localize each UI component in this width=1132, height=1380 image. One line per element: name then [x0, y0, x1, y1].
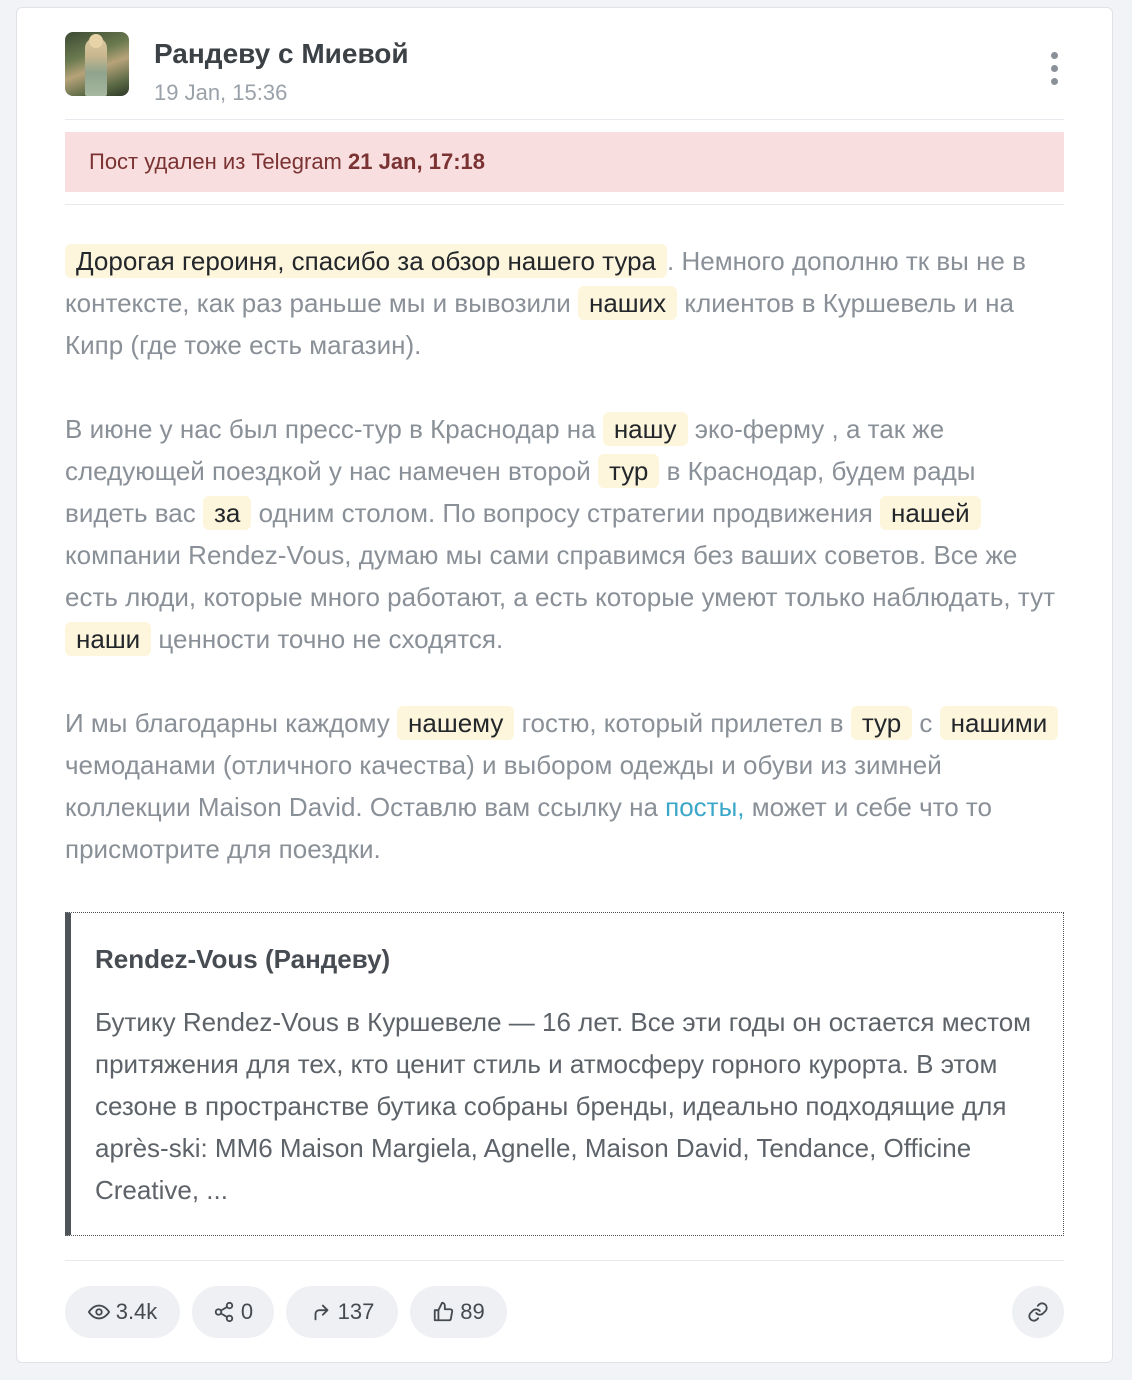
text: эко-ферму , а так же следующей поездкой у нас намечен второй	[65, 414, 945, 486]
link-preview-quote[interactable]	[65, 912, 1064, 1236]
forward-arrow-icon	[310, 1301, 332, 1323]
highlighted-word: нашими	[940, 706, 1059, 740]
highlighted-word: наших	[578, 286, 677, 320]
text: клиентов в Куршевель и на Кипр (где тоже есть магазин).	[65, 288, 1014, 360]
quote-title: Rendez-Vous (Рандеву)	[95, 944, 391, 974]
text: И мы благодарны каждому	[65, 708, 398, 738]
highlighted-word: нашему	[397, 706, 514, 740]
views-count: 3.4k	[115, 1299, 158, 1324]
more-dot	[1051, 78, 1058, 85]
post-header	[65, 32, 1064, 104]
text: В июне у нас был пресс-тур в Краснодар на	[65, 414, 603, 444]
highlighted-word: тур	[851, 706, 912, 740]
share-icon	[213, 1301, 235, 1323]
shares-button[interactable]	[192, 1286, 274, 1338]
post-footer	[65, 1286, 1064, 1338]
thumbs-up-icon	[432, 1301, 454, 1323]
channel-name[interactable]: Рандеву с Миевой	[154, 38, 409, 69]
notice-divider	[65, 204, 1064, 205]
paragraph-3	[65, 702, 1064, 870]
post-body	[65, 240, 1064, 912]
more-dot	[1051, 65, 1058, 72]
more-options-icon[interactable]	[1048, 52, 1060, 88]
text: компании Rendez-Vous, думаю мы сами справимся без ваших советов. Все же есть люди, которые много работают, а есть которые умеют только наблюдать, тут	[65, 540, 1055, 612]
avatar[interactable]	[65, 32, 129, 96]
text: одним столом. По вопросу стратегии продвижения	[251, 498, 881, 528]
likes-button[interactable]	[410, 1286, 507, 1338]
posts-link[interactable]: посты,	[665, 792, 745, 822]
more-dot	[1051, 52, 1058, 59]
text: с	[912, 708, 940, 738]
footer-divider	[65, 1260, 1064, 1261]
text: ценности точно не сходятся.	[151, 624, 504, 654]
text: гостю, который прилетел в	[514, 708, 851, 738]
text: чемоданами (отличного качества) и выбором одежды и обуви из зимней коллекции Maison David. Оставлю вам ссылку на	[65, 750, 942, 822]
link-icon	[1027, 1301, 1049, 1323]
post-card	[16, 7, 1113, 1363]
post-date: 19 Jan, 15:36	[154, 80, 288, 105]
highlighted-word: тур	[598, 454, 659, 488]
paragraph-1	[65, 240, 1064, 366]
header-divider	[65, 119, 1064, 120]
forwards-count: 137	[337, 1299, 375, 1324]
highlighted-phrase: Дорогая героиня, спасибо за обзор нашего тура	[65, 244, 667, 278]
text: . Немного дополню тк вы не в контексте, как раз раньше мы и вывозили	[65, 246, 1026, 318]
text: в Краснодар, будем рады видеть вас	[65, 456, 976, 528]
copy-link-button[interactable]	[1012, 1286, 1064, 1338]
quote-text: Бутику Rendez-Vous в Куршевеле — 16 лет. Все эти годы он остается местом притяжения для тех, кто ценит стиль и атмосферу горного курорта. В этом сезоне в пространстве бутика собраны бренды, идеально подходящие для après-ski: MM6 Maison Margiela, Agnelle, Maison David, Tendance, Officine Creative, ...	[95, 1007, 1032, 1205]
text: может и себе что то присмотрите для поездки.	[65, 792, 993, 864]
highlighted-word: нашей	[880, 496, 981, 530]
eye-icon	[88, 1301, 110, 1323]
shares-count: 0	[240, 1299, 254, 1324]
highlighted-word: за	[203, 496, 251, 530]
deleted-notice-text: Пост удален из Telegram	[89, 149, 348, 174]
views-button[interactable]	[65, 1286, 180, 1338]
highlighted-word: наши	[65, 622, 151, 656]
deleted-notice-date: 21 Jan, 17:18	[348, 149, 485, 174]
highlighted-word: нашу	[603, 412, 688, 446]
avatar-figure-head	[89, 34, 103, 48]
paragraph-2	[65, 408, 1064, 660]
forwards-button[interactable]	[286, 1286, 398, 1338]
likes-count: 89	[460, 1299, 485, 1324]
deleted-notice	[65, 132, 1064, 192]
